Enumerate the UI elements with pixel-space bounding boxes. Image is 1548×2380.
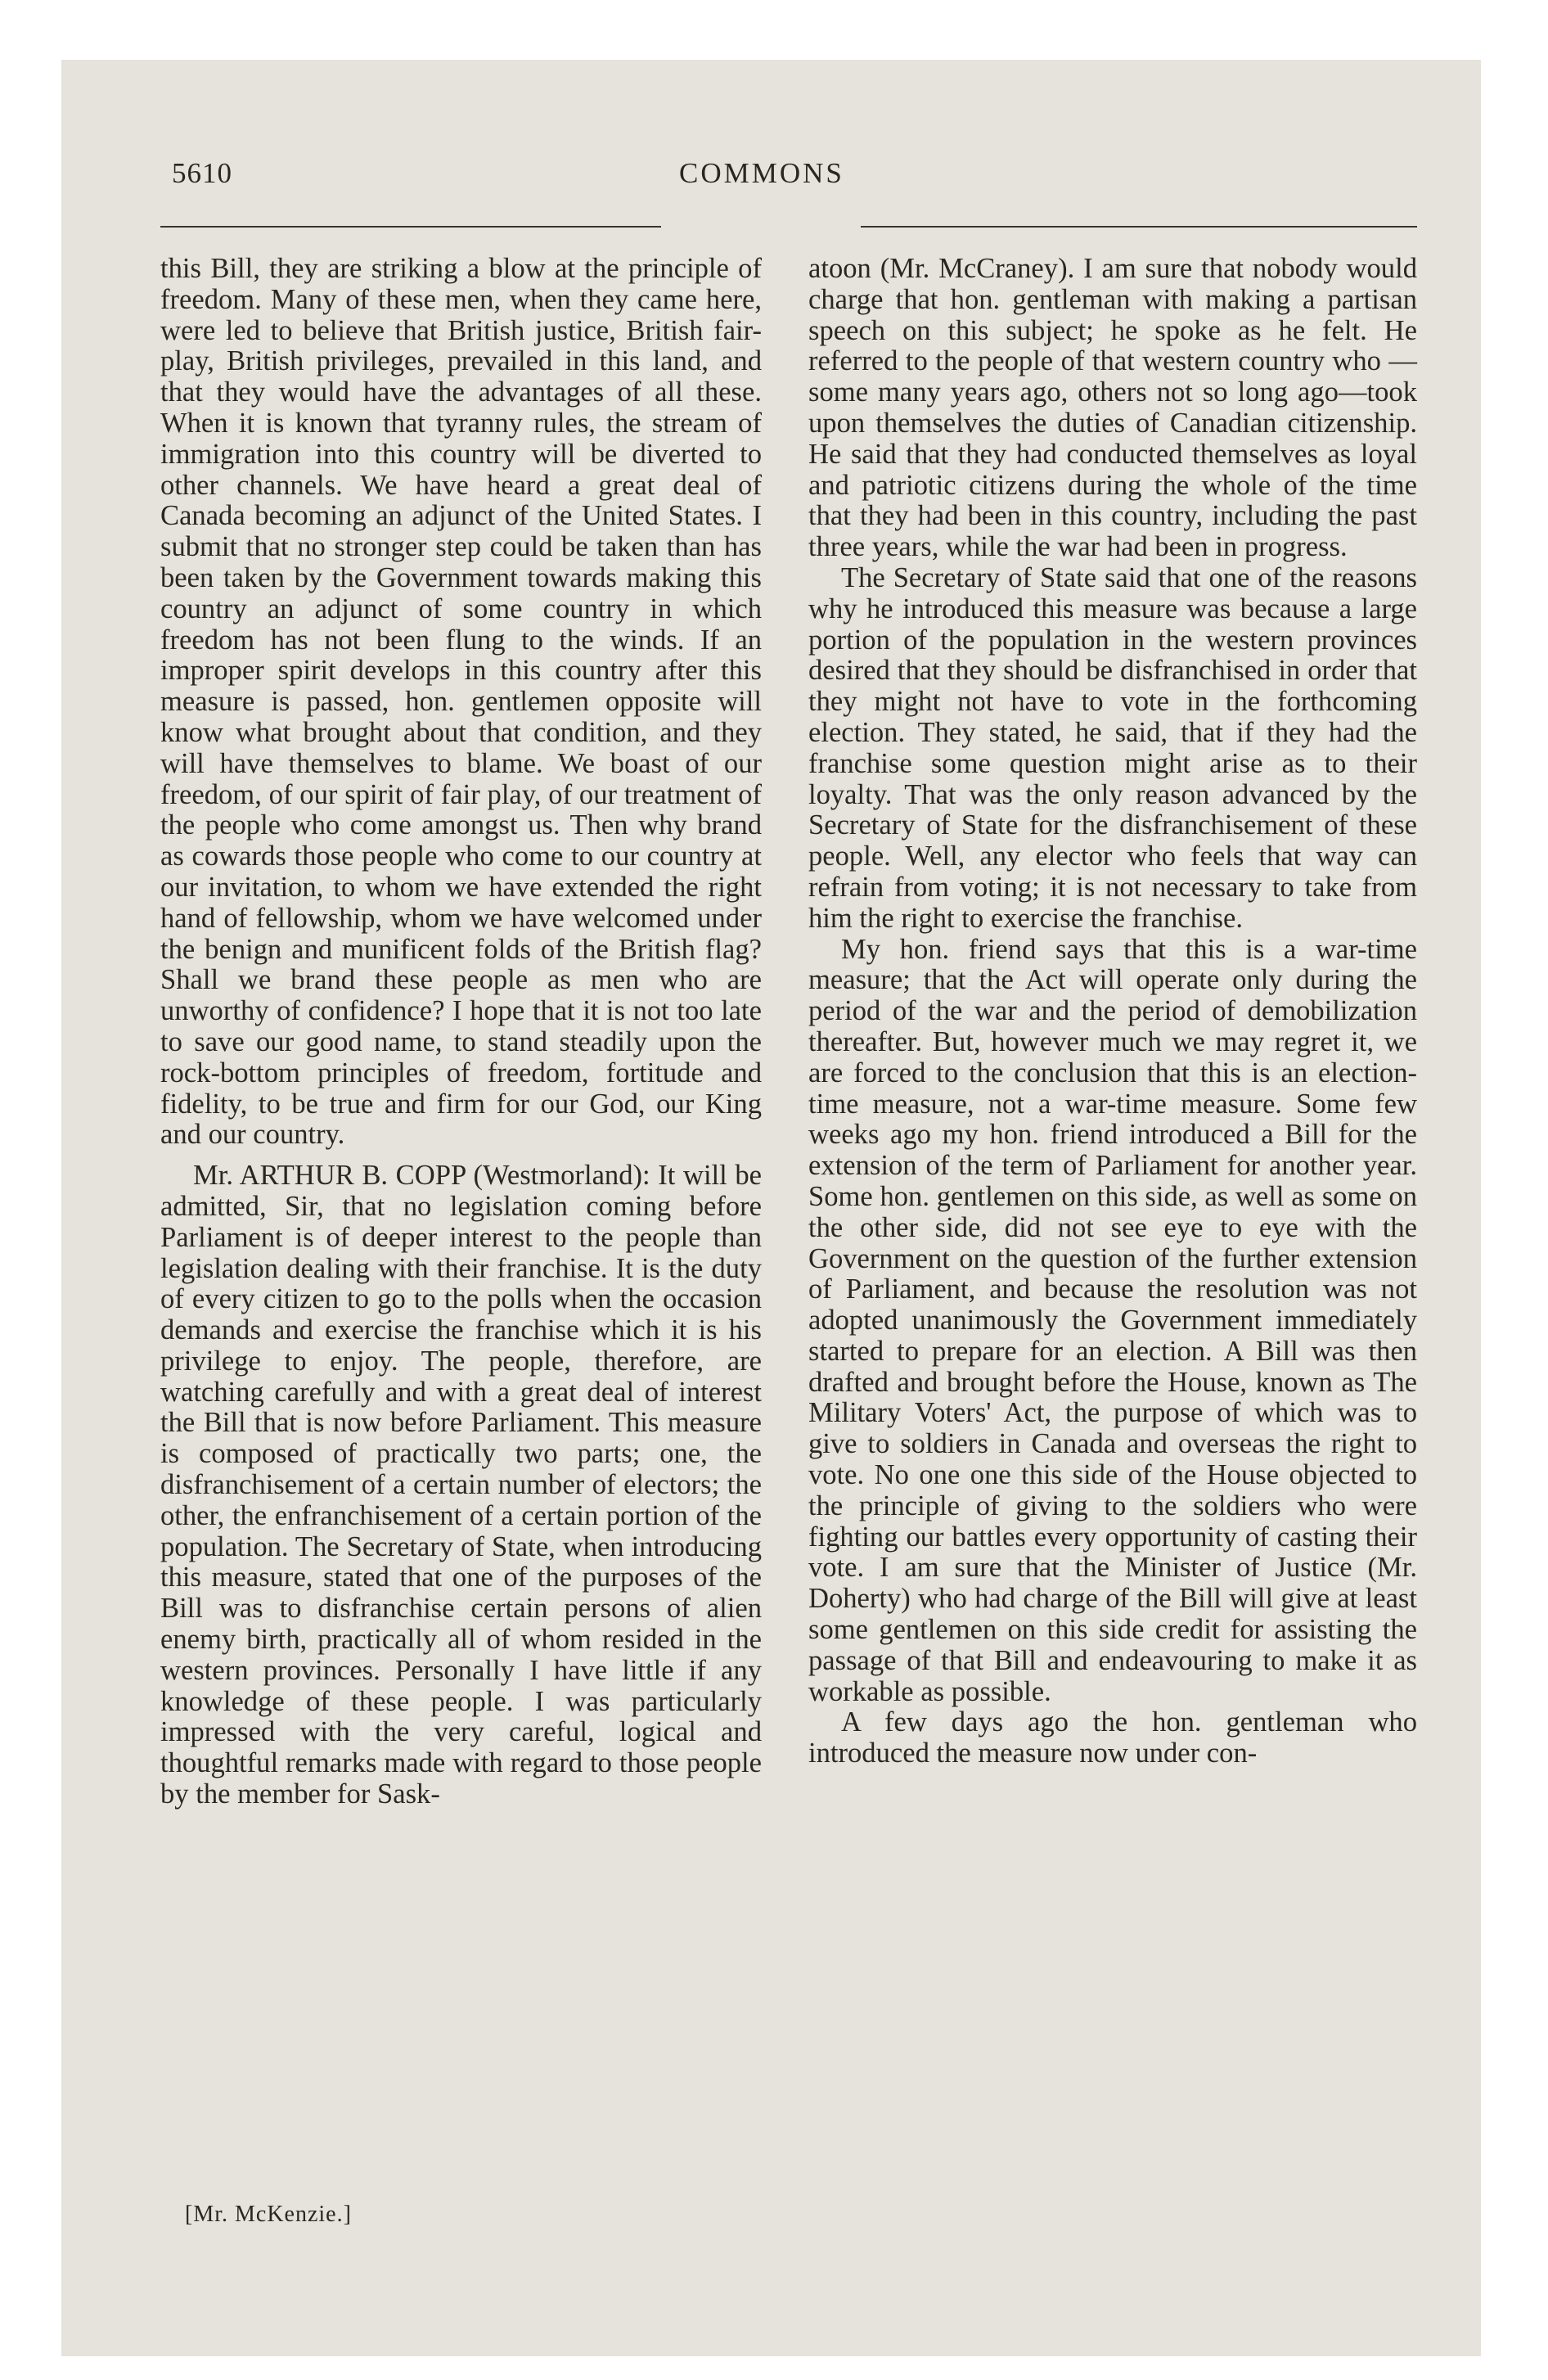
left-column [160,254,762,1810]
right-paragraph-2: The Secretary of State said that one of the reasons why he introduced this measure was because a large portion of the population in the western provinces desired that they should be disfranchised in order that they might not have to vote in the forthcoming election. They stated, he said, that if they had the franchise some question might arise as to their loyalty. That was the only reason advanced by the Secretary of State for the disfranchisement of these people. Well, any elector who feels that way can refrain from voting; it is not necessary to take from him the right to exercise the franchise. [808,561,1417,934]
header-rule-right [861,226,1417,228]
right-paragraph-3: My hon. friend says that this is a war-time measure; that the Act will operate only during the period of the war and the period of demobilization thereafter. But, however much we may regret it, we are forced to the conclusion that this is an election-time measure, not a war-time measure. Some few weeks ago my hon. friend introduced a Bill for the extension of the term of Parliament for another year. Some hon. gentlemen on this side, as well as some on the other side, did not see eye to eye with the Government on the question of the further extension of Parliament, and because the resolution was not adopted unanimously the Government immediately started to prepare for an election. A Bill was then drafted and brought before the House, known as The Military Voters' Act, the purpose of which was to give to soldiers in Canada and overseas the right to vote. No one one this side of the House objected to the principle of giving to the soldiers who were fighting our battles every opportunity of casting their vote. I am sure that the Minister of Justice (Mr. Doherty) who had charge of the Bill will give at least some gentlemen on this side credit for assisting the passage of that Bill and endeavouring to make it as workable as possible. [808,933,1417,1707]
header-rule-left [160,226,661,228]
right-paragraph-1: atoon (Mr. McCraney). I am sure that nobody would charge that hon. gentleman with making a partisan speech on this subject; he spoke as he felt. He referred to the people of that western country who —some many years ago, others not so long ago—took upon themselves the duties of Canadian citizenship. He said that they had conducted themselves as loyal and patriotic citizens during the whole of the time that they had been in this country, including the past three years, while the war had been in progress. [808,253,1417,563]
left-paragraph-2-text: It will be admitted, Sir, that no legislation coming before Parliament is of deeper interest to the people than legislation dealing with their franchise. It is the duty of every citizen to go to the polls when the occasion demands and exercise the franchise which it is his privilege to enjoy. The people, therefore, are watching carefully and with a great deal of interest the Bill that is now before Parliament. This measure is composed of practically two parts; one, the disfranchisement of a certain number of electors; the other, the enfranchisement of a certain portion of the population. The Secretary of State, when introducing this measure, stated that one of the purposes of the Bill was to disfranchise certain persons of alien enemy birth, practically all of whom resided in the western provinces. Personally I have little if any knowledge of these people. I was particularly impressed with the very careful, logical and thoughtful remarks made with regard to those people by the member for Sask- [160,1160,762,1810]
left-paragraph-2 [160,1161,762,1810]
right-paragraph-4: A few days ago the hon. gentleman who introduced the measure now under con- [808,1706,1417,1769]
speaker-reference: [Mr. McKenzie.] [185,2202,352,2227]
running-title: COMMONS [679,157,844,189]
right-column [808,254,1417,1769]
speaker-name: Mr. ARTHUR B. COPP (Westmorland): [193,1160,650,1192]
page-number: 5610 [172,157,232,189]
left-paragraph-1: this Bill, they are striking a blow at the principle of freedom. Many of these men, when they came here, were led to believe that British justice, British fair-play, British privileges, prevailed in this land, and that they would have the advantages of all these. When it is known that tyranny rules, the stream of immigration into this country will be diverted to other channels. We have heard a great deal of Canada becoming an adjunct of the United States. I submit that no stronger step could be taken than has been taken by the Government towards making this country an adjunct of some country in which freedom has not been flung to the winds. If an improper spirit develops in this country after this measure is passed, hon. gentlemen opposite will know what brought about that condition, and they will have themselves to blame. We boast of our freedom, of our spirit of fair play, of our treatment of the people who come amongst us. Then why brand as cowards those people who come to our country at our invitation, to whom we have extended the right hand of fellowship, whom we have welcomed under the benign and munificent folds of the British flag? Shall we brand these people as men who are unworthy of confidence? I hope that it is not too late to save our good name, to stand steadily upon the rock-bottom principles of freedom, fortitude and fidelity, to be true and firm for our God, our King and our country. [160,253,762,1151]
